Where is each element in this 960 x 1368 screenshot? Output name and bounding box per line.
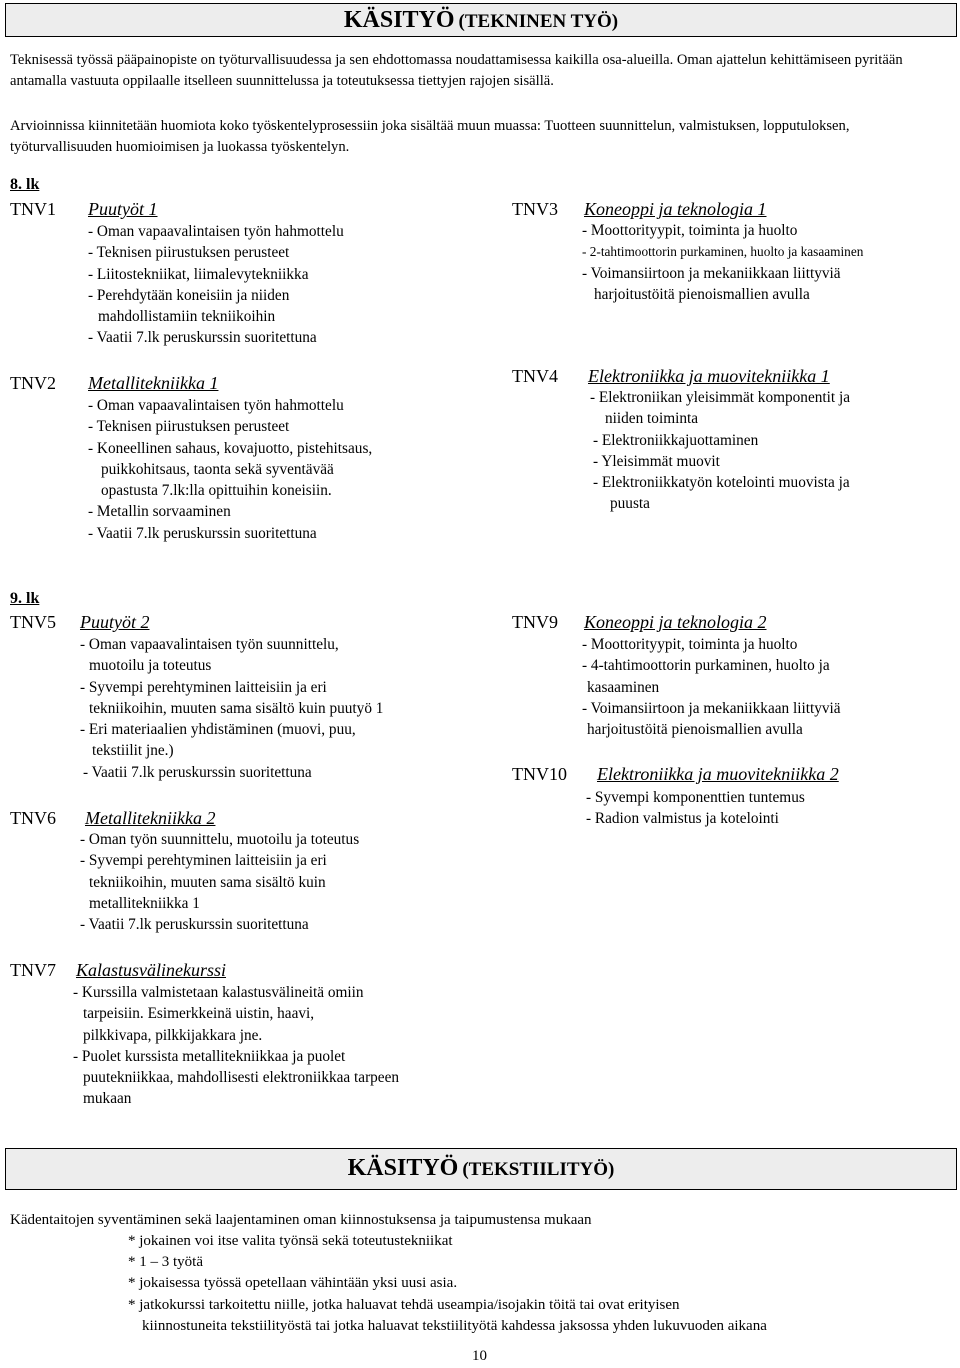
- list-item: - Yleisimmät muovit: [593, 452, 720, 470]
- list-item: - Vaatii 7.lk peruskurssin suoritettuna: [83, 763, 312, 781]
- course-code-tnv2: TNV2: [10, 373, 56, 393]
- list-item: metallitekniikka 1: [89, 894, 200, 912]
- course-tnv5-content: [80, 634, 383, 783]
- list-item: tekniikoihin, muuten sama sisältö kuin: [89, 873, 326, 891]
- list-item: - Teknisen piirustuksen perusteet: [88, 244, 290, 262]
- header-title-main: KÄSITYÖ: [343, 7, 455, 33]
- course-code-tnv7: TNV7: [10, 960, 56, 980]
- list-item: mukaan: [83, 1090, 132, 1108]
- list-item: * jokainen voi itse valita työnsä sekä toteutustekniikat: [128, 1233, 453, 1249]
- list-item: - Oman vapaavalintaisen työn suunnittelu,: [80, 636, 339, 653]
- course-title-tnv9: Koneoppi ja teknologia 2: [584, 612, 767, 632]
- list-item: tekstiilit jne.): [92, 742, 174, 760]
- course-title-tnv6: Metallitekniikka 2: [85, 808, 216, 828]
- course-tnv9-content: [582, 634, 841, 740]
- list-item: - Eri materiaalien yhdistäminen (muovi, puu,: [80, 721, 356, 739]
- list-item: tekniikoihin, muuten sama sisältö kuin puutyö 1: [89, 699, 384, 717]
- list-item: - Kurssilla valmistetaan kalastusvälineitä omiin: [73, 984, 364, 1001]
- course-tnv6-content: [80, 829, 359, 935]
- list-item: opastusta 7.lk:lla opittuihin koneisiin.: [101, 482, 332, 500]
- list-item: mahdollistamiin tekniikoihin: [98, 308, 276, 326]
- list-item: - Elektroniikan yleisimmät komponentit ja: [590, 389, 850, 406]
- course-tnv1-content: [88, 221, 344, 349]
- list-item: - Oman työn suunnittelu, muotoilu ja toteutus: [80, 831, 360, 848]
- list-item: - Elektroniikkajuottaminen: [593, 431, 759, 449]
- list-item: - Syvempi perehtyminen laitteisiin ja eri: [80, 852, 327, 870]
- list-item: * jokaisessa työssä opetellaan vähintään yksi uusi asia.: [128, 1275, 458, 1292]
- course-title-tnv3: Koneoppi ja teknologia 1: [584, 199, 767, 219]
- course-tnv3-content: [582, 220, 863, 305]
- list-item: - Syvempi komponenttien tuntemus: [586, 789, 805, 806]
- course-tnv10-content: [586, 787, 805, 830]
- list-item: - Oman vapaavalintaisen työn hahmottelu: [88, 223, 344, 240]
- list-item: - Voimansiirtoon ja mekaniikkaan liittyviä: [582, 264, 841, 282]
- header-title-sub: (TEKNINEN TYÖ): [458, 11, 619, 32]
- list-item: - Metallin sorvaaminen: [88, 503, 231, 521]
- list-item: - Puolet kurssista metallitekniikkaa ja puolet: [73, 1047, 346, 1065]
- list-item: - Koneellinen sahaus, kovajuotto, pistehitsaus,: [88, 439, 373, 457]
- textile-work-header: [5, 1148, 957, 1190]
- grade-9-label: 9. lk: [10, 590, 40, 607]
- page-number: 10: [472, 1348, 487, 1364]
- list-item: tarpeisiin. Esimerkkeinä uistin, haavi,: [83, 1005, 315, 1023]
- textile-intro: Kädentaitojen syventäminen sekä laajentaminen oman kiinnostuksensa ja taipumustensa mukaan: [10, 1212, 592, 1228]
- list-item: - Vaatii 7.lk peruskurssin suoritettuna: [88, 524, 317, 542]
- course-title-tnv1: Puutyöt 1: [88, 199, 158, 219]
- list-item: - Oman vapaavalintaisen työn hahmottelu: [88, 397, 344, 414]
- course-code-tnv5: TNV5: [10, 612, 56, 632]
- list-item: - Elektroniikkatyön kotelointi muovista ja: [593, 474, 850, 492]
- course-tnv2-content: [88, 395, 372, 544]
- course-tnv4-content: [590, 387, 850, 515]
- grade-8-label: 8. lk: [10, 176, 40, 193]
- header-title-main: KÄSITYÖ: [347, 1155, 459, 1181]
- course-title-tnv10: Elektroniikka ja muovitekniikka 2: [597, 764, 839, 784]
- list-item: harjoitustöitä pienoismallien avulla: [594, 285, 810, 303]
- list-item: - Moottorityypit, toiminta ja huolto: [582, 222, 798, 239]
- assessment-paragraph: Arvioinnissa kiinnitetään huomiota koko työskentelyprosessiin joka sisältää muun muassa: Tuotteen suunnittelun, valmistuksen, lopputuloksen, työturvallisuuden huomioimisen ja luokassa työskentelyn.: [10, 118, 850, 155]
- list-item: * 1 – 3 työtä: [128, 1254, 203, 1271]
- list-item: puikkohitsaus, taonta sekä syventävää: [101, 460, 334, 478]
- course-tnv7-content: [73, 982, 399, 1110]
- course-code-tnv1: TNV1: [10, 199, 56, 219]
- list-item: - Teknisen piirustuksen perusteet: [88, 418, 290, 436]
- list-item: puutekniikkaa, mahdollisesti elektroniikkaa tarpeen: [83, 1069, 400, 1087]
- list-item: niiden toiminta: [605, 410, 699, 428]
- list-item: * jatkokurssi tarkoitettu niille, jotka haluavat tehdä useampia/isojakin töitä tai ovat erityisen: [128, 1296, 680, 1313]
- list-item: - Vaatii 7.lk peruskurssin suoritettuna: [88, 329, 317, 347]
- header-title-sub: (TEKSTIILITYÖ): [462, 1159, 615, 1180]
- list-item: pilkkivapa, pilkkijakkara jne.: [83, 1026, 263, 1044]
- list-item: - Vaatii 7.lk peruskurssin suoritettuna: [80, 916, 309, 934]
- list-item: - Syvempi perehtyminen laitteisiin ja eri: [80, 678, 327, 696]
- list-item: - 2-tahtimoottorin purkaminen, huolto ja kasaaminen: [582, 244, 864, 260]
- list-item: puusta: [610, 495, 650, 513]
- list-item: - Moottorityypit, toiminta ja huolto: [582, 636, 798, 653]
- list-item: kasaaminen: [587, 678, 660, 696]
- list-item: - Radion valmistus ja kotelointi: [586, 810, 779, 828]
- list-item: muotoilu ja toteutus: [89, 657, 212, 675]
- course-code-tnv10: TNV10: [512, 764, 567, 784]
- course-title-tnv2: Metallitekniikka 1: [88, 373, 219, 393]
- course-title-tnv5: Puutyöt 2: [80, 612, 150, 632]
- technical-work-header: [5, 3, 957, 37]
- course-title-tnv4: Elektroniikka ja muovitekniikka 1: [588, 366, 830, 386]
- list-item: kiinnostuneita tekstiilityöstä tai jotka haluavat tekstiilityötä kahdessa jaksossa yhden lukuvuoden aikana: [142, 1317, 767, 1334]
- course-code-tnv4: TNV4: [512, 366, 558, 386]
- course-title-tnv7: Kalastusvälinekurssi: [76, 960, 227, 980]
- textile-list: [128, 1231, 767, 1337]
- course-code-tnv9: TNV9: [512, 612, 558, 632]
- list-item: - 4-tahtimoottorin purkaminen, huolto ja: [582, 657, 830, 675]
- list-item: - Voimansiirtoon ja mekaniikkaan liittyviä: [582, 699, 841, 717]
- list-item: harjoitustöitä pienoismallien avulla: [587, 721, 803, 739]
- list-item: - Liitostekniikat, liimalevytekniikka: [88, 265, 309, 283]
- course-code-tnv6: TNV6: [10, 808, 56, 828]
- list-item: - Perehdytään koneisiin ja niiden: [88, 286, 290, 304]
- intro-paragraph: Teknisessä työssä pääpainopiste on työturvallisuudessa ja sen ehdottomassa noudattamisessa kaikilla osa-alueilla. Oman ajattelun kehittämiseen pyritään antamalla vastuuta oppilaalle itselleen suunnittelussa ja toteutuksessa tiettyjen rajojen sisällä.: [10, 52, 903, 89]
- course-code-tnv3: TNV3: [512, 199, 558, 219]
